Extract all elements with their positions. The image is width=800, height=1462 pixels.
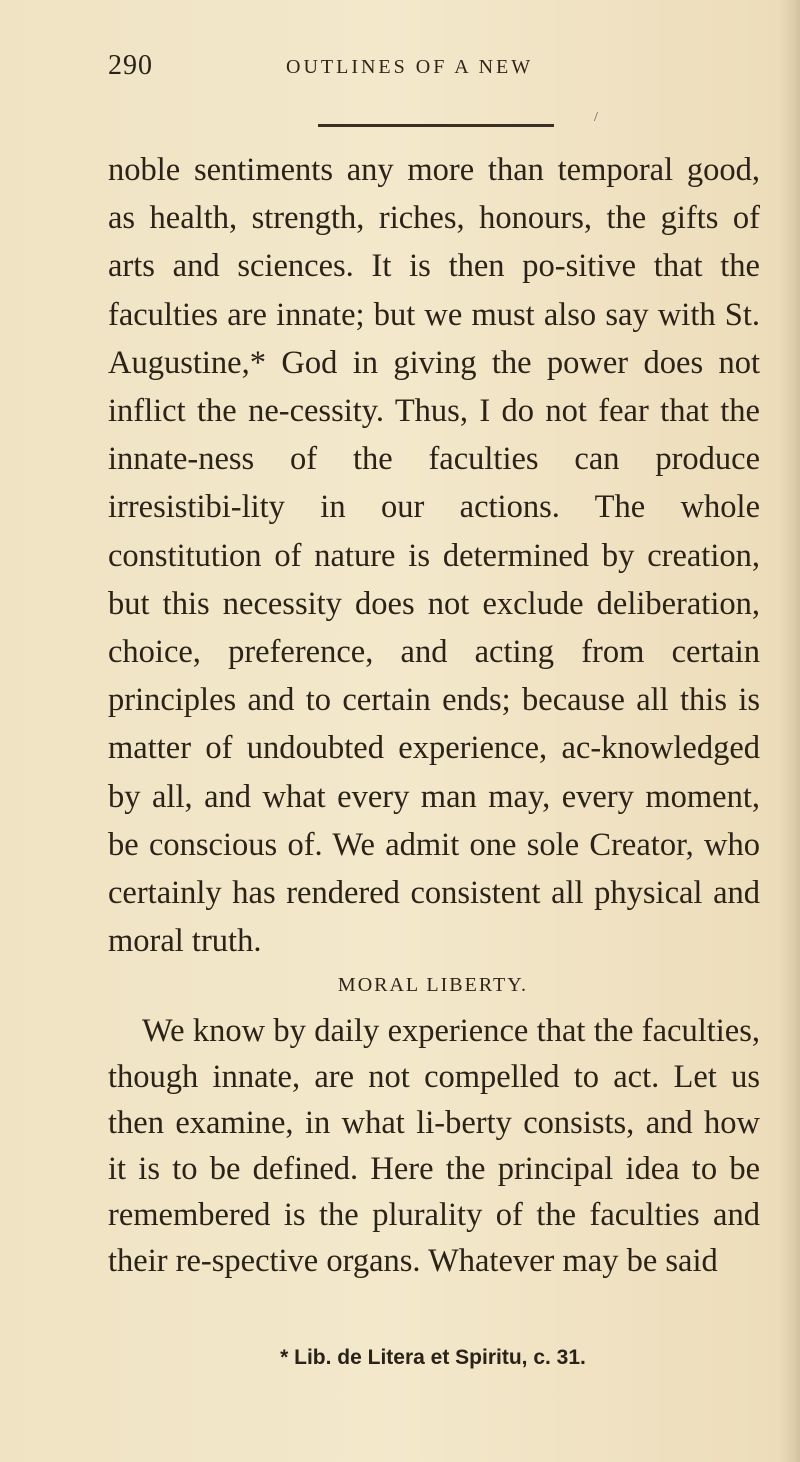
page-header bbox=[108, 50, 758, 90]
footnote: * Lib. de Litera et Spiritu, c. 31. bbox=[280, 1346, 586, 1369]
running-head: OUTLINES OF A NEW bbox=[286, 56, 534, 78]
section-paragraph: We know by daily experience that the faculties, though innate, are not compelled to act. Let us then examine, in what li-berty consists, and how it is to be defined. Here the principal idea to be remembered is the plurality of the faculties and their re-spective organs. Whatever may be said bbox=[108, 1013, 760, 1279]
header-rule bbox=[318, 124, 554, 127]
body-paragraph: noble sentiments any more than temporal good, as health, strength, riches, honours, the gifts of arts and sciences. It is then po-sitive that the faculties are innate; but we must also say with St. Augustine,* God in giving the power does not inflict the ne-cessity. Thus, I do not fear that the innate-ness of the faculties can produce irresistibi-lity in our actions. The whole constitution of nature is determined by creation, but this necessity does not exclude deliberation, choice, preference, and acting from certain principles and to certain ends; because all this is matter of undoubted experience, ac-knowledged by all, and what every man may, every moment, be conscious of. We admit one sole Creator, who certainly has rendered consistent all physical and moral truth. bbox=[108, 152, 760, 960]
page-number: 290 bbox=[108, 50, 153, 81]
section-text bbox=[108, 1008, 760, 1284]
section-heading: MORAL LIBERTY. bbox=[337, 974, 529, 996]
rule-mark: / bbox=[594, 110, 598, 125]
body-text bbox=[108, 146, 760, 965]
page-edge-shadow bbox=[778, 0, 800, 1462]
